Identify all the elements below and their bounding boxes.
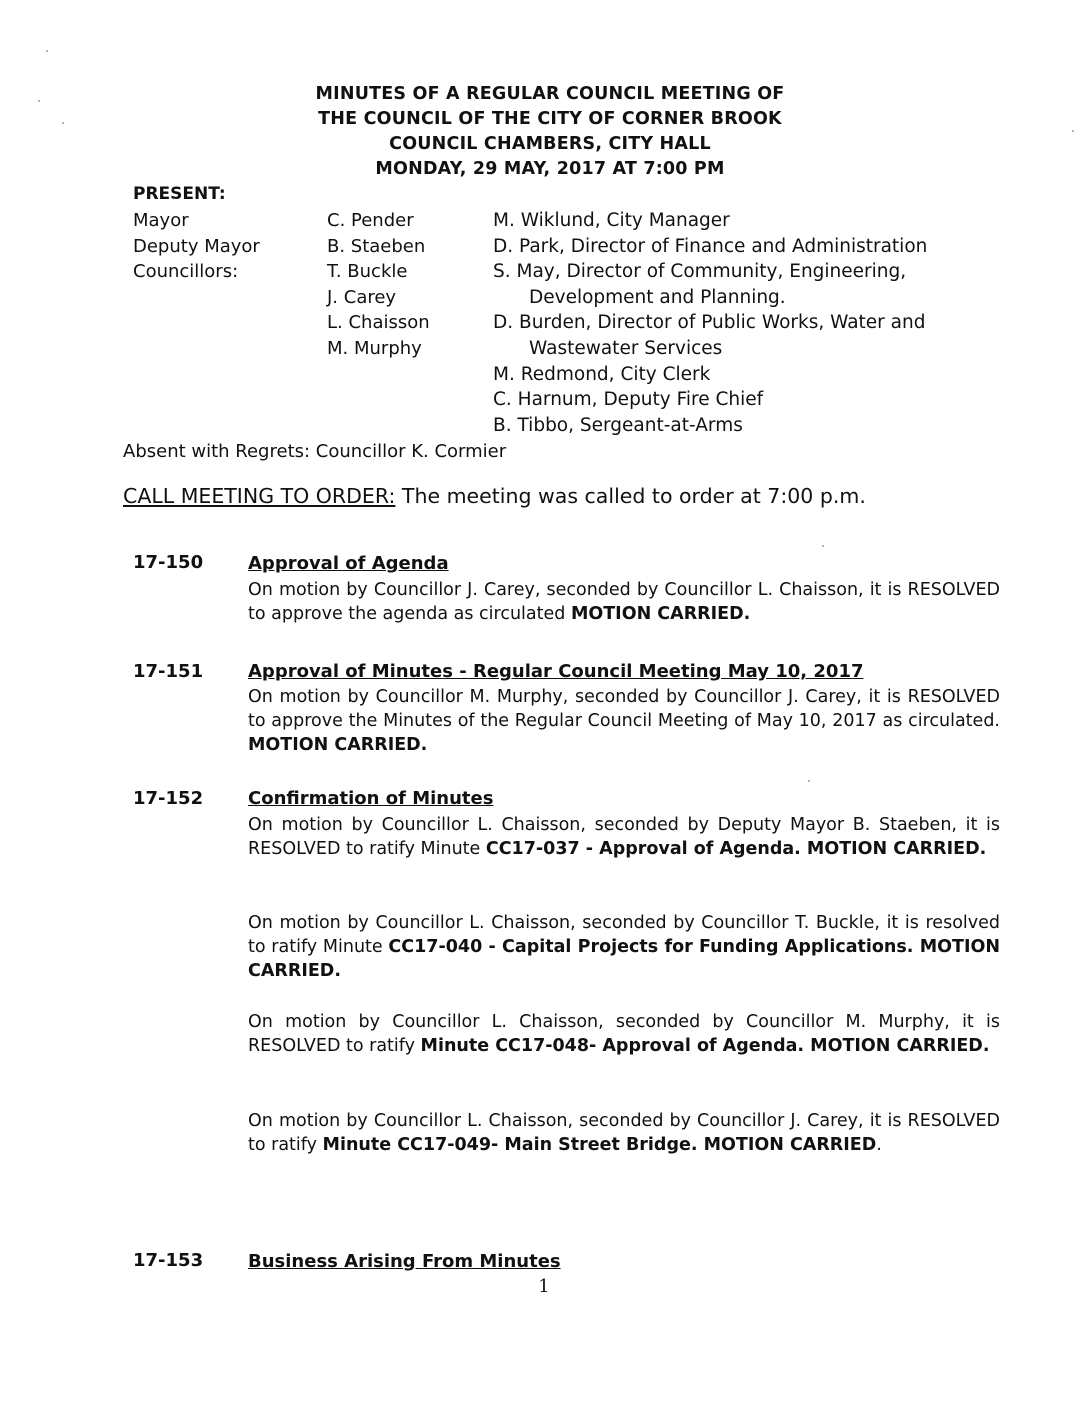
call-to-order-label: CALL MEETING TO ORDER: [123, 484, 396, 508]
staff-entry: Wastewater Services [529, 337, 723, 359]
paragraph-text: On motion by Councillor J. Carey, seconded by Councillor L. Chaisson, it is RESOLVED to approve the agenda as circulated [248, 580, 1000, 624]
paragraph-tail-text: . [876, 1135, 882, 1155]
item-paragraph [248, 911, 1000, 983]
role-label: Councillors: [133, 261, 239, 283]
staff-entry: S. May, Director of Community, Engineering, [493, 261, 907, 283]
paragraph-text: On motion by Councillor M. Murphy, seconded by Councillor J. Carey, it is RESOLVED to approve the Minutes of the Regular Council Meeting of May 10, 2017 as circulated. [248, 687, 1000, 731]
member-name: M. Murphy [327, 337, 422, 359]
role-label: Mayor [133, 210, 189, 231]
item-number: 17-150 [133, 552, 204, 573]
item-heading: Business Arising From Minutes [248, 1251, 561, 1272]
paragraph-bold-text: Minute CC17-048- Approval of Agenda. MOTION CARRIED. [420, 1036, 990, 1056]
scan-speck [822, 545, 824, 547]
item-paragraph [248, 1109, 1000, 1157]
scan-speck [1072, 130, 1074, 132]
present-staff [493, 208, 927, 438]
present-heading: PRESENT: [133, 184, 226, 204]
item-paragraph [248, 685, 1000, 757]
paragraph-text: On motion by Councillor L. Chaisson, seconded by Councillor J. Carey, it is RESOLVED to ratify [248, 1111, 1000, 1155]
item-paragraph [248, 578, 1000, 626]
item-paragraph [248, 1010, 1000, 1058]
staff-entry: D. Burden, Director of Public Works, Water and [493, 312, 926, 334]
paragraph-bold-text: Minute CC17-049- Main Street Bridge. MOTION CARRIED [322, 1135, 877, 1155]
item-heading: Approval of Minutes - Regular Council Meeting May 10, 2017 [248, 661, 864, 682]
scan-speck [62, 122, 64, 124]
present-roles [133, 208, 260, 285]
role-label: Deputy Mayor [133, 235, 260, 257]
paragraph-bold-text: CC17-037 - Approval of Agenda. MOTION CARRIED. [485, 839, 987, 859]
item-number: 17-151 [133, 661, 204, 682]
staff-entry: B. Tibbo, Sergeant-at-Arms [493, 414, 743, 436]
page-number: 1 [538, 1276, 550, 1297]
member-name: B. Staeben [327, 235, 426, 257]
title-line-1: MINUTES OF A REGULAR COUNCIL MEETING OF [315, 84, 785, 104]
paragraph-bold-text: MOTION CARRIED. [248, 735, 428, 755]
member-name: J. Carey [327, 286, 397, 308]
item-heading: Approval of Agenda [248, 553, 449, 574]
call-to-order-text: The meeting was called to order at 7:00 p.m. [395, 484, 866, 508]
call-to-order [123, 484, 866, 508]
title-line-2: THE COUNCIL OF THE CITY OF CORNER BROOK [318, 109, 782, 129]
item-number: 17-153 [133, 1250, 204, 1271]
paragraph-text: On motion by Councillor L. Chaisson, seconded by Deputy Mayor B. Staeben, it is RESOLVED to ratify Minute [248, 815, 1000, 859]
member-name: T. Buckle [327, 261, 408, 283]
title-line-3: COUNCIL CHAMBERS, CITY HALL [389, 134, 711, 154]
item-paragraph [248, 813, 1000, 861]
present-names [327, 208, 430, 362]
staff-entry: M. Redmond, City Clerk [493, 363, 711, 385]
paragraph-bold-text: CC17-040 - Capital Projects for Funding Applications. MOTION CARRIED. [248, 937, 1000, 981]
paragraph-text: On motion by Councillor L. Chaisson, seconded by Councillor T. Buckle, it is resolved to ratify Minute [248, 913, 1000, 957]
document-title [230, 82, 870, 182]
staff-entry: D. Park, Director of Finance and Administration [493, 235, 928, 257]
member-name: C. Pender [327, 210, 414, 231]
scan-speck [46, 50, 48, 52]
staff-entry: Development and Planning. [529, 286, 786, 308]
scan-speck [808, 780, 810, 782]
title-line-4: MONDAY, 29 MAY, 2017 AT 7:00 PM [375, 159, 725, 179]
scan-speck [38, 100, 40, 102]
item-number: 17-152 [133, 788, 204, 809]
paragraph-text: On motion by Councillor L. Chaisson, seconded by Councillor M. Murphy, it is RESOLVED to ratify [248, 1012, 1000, 1056]
member-name: L. Chaisson [327, 312, 430, 334]
staff-entry: M. Wiklund, City Manager [493, 210, 730, 231]
staff-entry: C. Harnum, Deputy Fire Chief [493, 389, 764, 411]
paragraph-bold-text: MOTION CARRIED. [570, 604, 751, 624]
absent-line: Absent with Regrets: Councillor K. Cormier [123, 441, 507, 462]
item-heading: Confirmation of Minutes [248, 788, 494, 809]
